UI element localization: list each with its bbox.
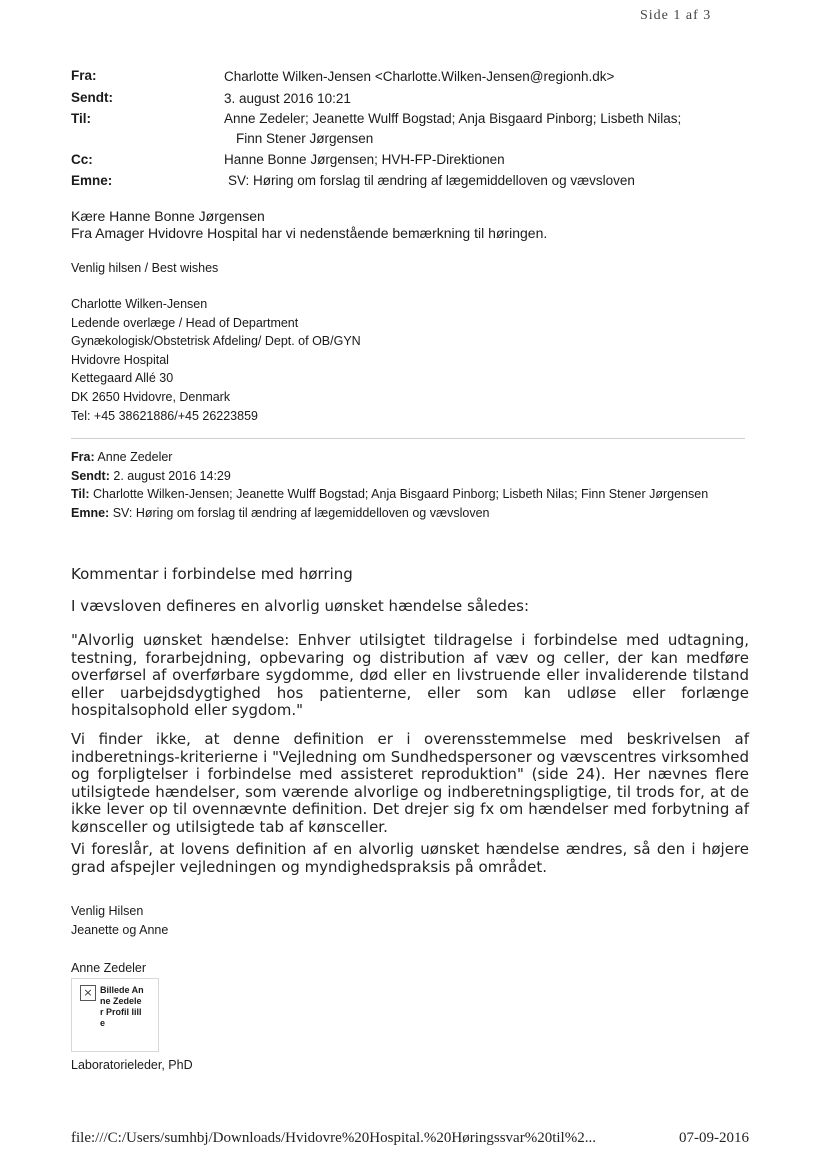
comment-heading: Kommentar i forbindelse med hørring [71,565,353,583]
sent-label: Sendt: [71,90,113,105]
signature-department: Gynækologisk/Obstetrisk Afdeling/ Dept. of OB/GYN [71,334,361,349]
subject-label: Emne: [71,173,113,188]
fwd-subject-row [71,504,751,523]
footer-date: 07-09-2016 [679,1130,749,1146]
fwd-from-value: Anne Zedeler [97,450,173,464]
fwd-from-row [71,448,751,467]
greeting: Kære Hanne Bonne Jørgensen [71,208,265,224]
to-value-line1: Anne Zedeler; Jeanette Wulff Bogstad; Anja Bisgaard Pinborg; Lisbeth Nilas; [224,111,682,126]
sent-value: 3. august 2016 10:21 [224,91,351,106]
page-number: Side 1 af 3 [640,8,712,23]
broken-image-icon: × [80,985,96,1001]
profile-image-alt-text: Billede Anne Zedeler Profil lille [100,985,144,1028]
signoff-names: Jeanette og Anne [71,923,169,937]
to-label: Til: [71,111,91,126]
signoff-author: Anne Zedeler [71,961,147,975]
fwd-sent-row [71,467,751,486]
closing: Venlig hilsen / Best wishes [71,261,219,275]
fwd-to-row [71,485,721,504]
to-value-line2: Finn Stener Jørgensen [236,131,374,146]
fwd-to-label: Til: [71,487,90,502]
signature-title: Ledende overlæge / Head of Department [71,315,299,330]
comment-paragraph-2: Vi foreslår, at lovens definition af en alvorlig uønsket hændelse ændres, så den i højere grad afspejler vejledningen og myndighedspraksis på området. [71,840,749,876]
signature-name: Charlotte Wilken-Jensen [71,297,208,311]
signature-phone: Tel: +45 38621886/+45 26223859 [71,408,258,423]
cc-label: Cc: [71,152,93,167]
subject-value: SV: Høring om forslag til ændring af lægemiddelloven og vævsloven [228,173,635,188]
comment-quote: "Alvorlig uønsket hændelse: Enhver utilsigtet tildragelse i forbindelse med udtagning, testning, forarbejdning, opbevaring og distribution af væv og celler, der kan medføre overførsel af overførbare sygdomme, død eller en livstruende eller invaliderende tilstand eller uarbejdsdygtighed hos patienterne, eller som kan udløse eller forlænge hospitalsophold eller sygdom." [71,631,749,719]
signoff-greeting: Venlig Hilsen [71,904,144,918]
from-value: Charlotte Wilken-Jensen <Charlotte.Wilken-Jensen@regionh.dk> [224,69,615,84]
fwd-to-value: Charlotte Wilken-Jensen; Jeanette Wulff Bogstad; Anja Bisgaard Pinborg; Lisbeth Nilas; Finn Stener Jørgensen [93,487,709,502]
cc-value: Hanne Bonne Jørgensen; HVH-FP-Direktionen [224,152,505,167]
profile-image-placeholder [71,978,159,1052]
forwarded-header [71,448,751,522]
from-label: Fra: [71,68,97,83]
footer-url: file:///C:/Users/sumhbj/Downloads/Hvidovre%20Hospital.%20Høringssvar%20til%2... [71,1130,596,1146]
message-divider [71,438,745,439]
signature-hospital: Hvidovre Hospital [71,352,169,367]
signature-block [71,295,361,425]
signoff-role: Laboratorieleder, PhD [71,1058,193,1072]
to-value [224,109,784,149]
signature-city: DK 2650 Hvidovre, Denmark [71,389,231,404]
fwd-subject-value: SV: Høring om forslag til ændring af lægemiddelloven og vævsloven [112,505,490,520]
fwd-from-label: Fra: [71,450,95,464]
intro: Fra Amager Hvidovre Hospital har vi nedenstående bemærkning til høringen. [71,225,548,241]
fwd-sent-label: Sendt: [71,468,110,483]
fwd-subject-label: Emne: [71,505,110,520]
comment-paragraph-1: Vi finder ikke, at denne definition er i overensstemmelse med beskrivelsen af indberetnings-kriterierne i "Vejledning om Sundhedspersoner og vævscentres virksomhed og forpligtelser i forbindelse med assisteret reproduktion" (side 24). Her nævnes flere utilsigtede hændelser, som værende alvorlige og indberetningspligtige, til trods for, at de ikke lever op til ovennævnte definition. Det drejer sig fx om hændelser med forbytning af kønsceller og utilsigtede tab af kønsceller. [71,730,749,836]
fwd-sent-value: 2. august 2016 14:29 [113,468,231,483]
signature-street: Kettegaard Allé 30 [71,371,174,386]
comment-lead: I vævsloven defineres en alvorlig uønsket hændelse således: [71,597,530,615]
